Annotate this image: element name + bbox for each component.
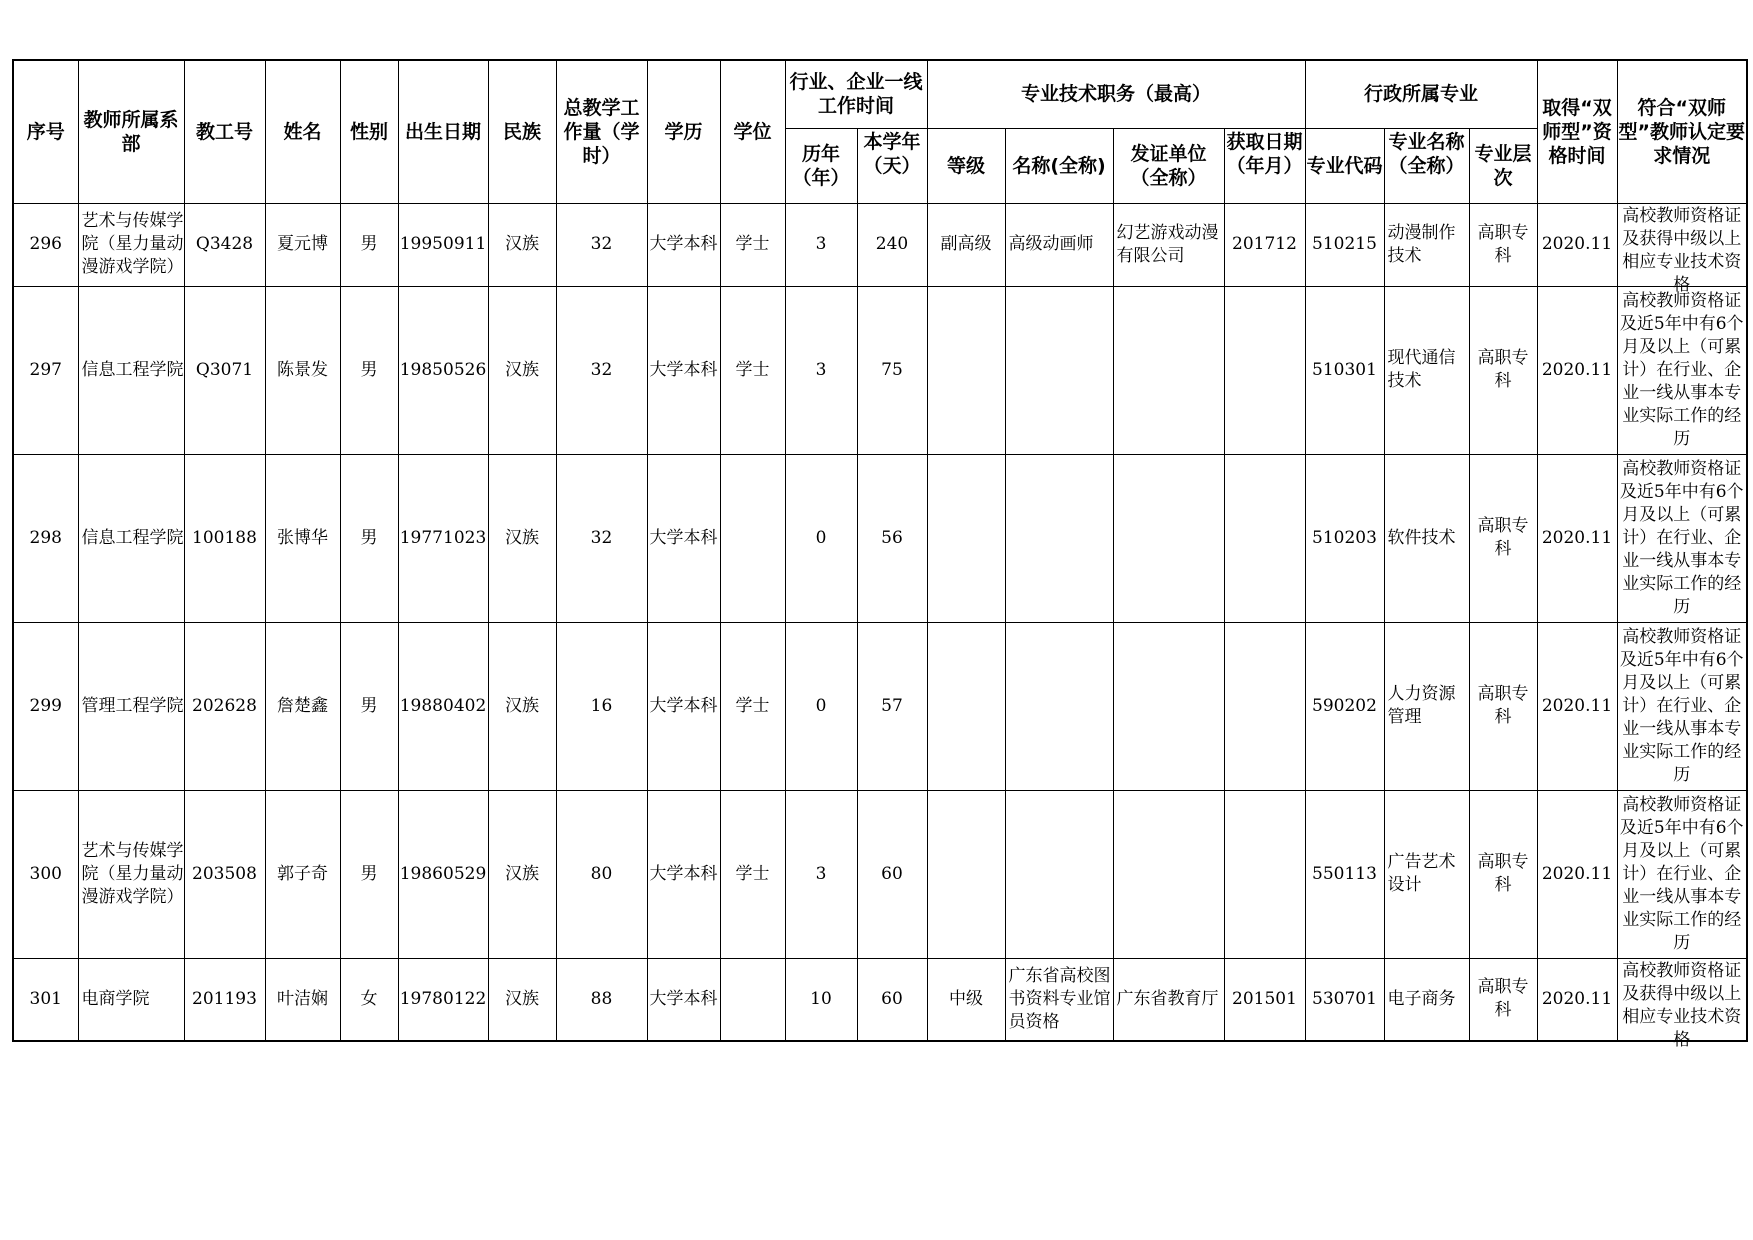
cell-major-code: 510215 [1305, 203, 1384, 286]
cell-major-level: 高职专科 [1469, 622, 1537, 790]
cell-name: 郭子奇 [265, 790, 340, 958]
cell-seq: 298 [13, 454, 78, 622]
cell-major-level: 高职专科 [1469, 454, 1537, 622]
cell-major-code: 550113 [1305, 790, 1384, 958]
cell-title-issuer: 幻艺游戏动漫有限公司 [1113, 203, 1224, 286]
table-row [13, 958, 1747, 1041]
cell-name: 夏元博 [265, 203, 340, 286]
cell-industry-years: 0 [785, 454, 857, 622]
cell-industry-days: 60 [857, 958, 927, 1041]
cell-degree [720, 958, 785, 1041]
cell-staff-id: Q3428 [184, 203, 265, 286]
cell-title-date: 201712 [1224, 203, 1305, 286]
cell-degree: 学士 [720, 203, 785, 286]
cell-dual-requirement: 高校教师资格证及获得中级以上相应专业技术资格 [1617, 203, 1747, 286]
cell-industry-days: 240 [857, 203, 927, 286]
cell-birth: 19850526 [398, 286, 488, 454]
table-row [13, 454, 1747, 622]
cell-major-code: 510203 [1305, 454, 1384, 622]
cell-staff-id: Q3071 [184, 286, 265, 454]
cell-title-date: 201501 [1224, 958, 1305, 1041]
cell-birth: 19780122 [398, 958, 488, 1041]
cell-industry-years: 0 [785, 622, 857, 790]
cell-major-level: 高职专科 [1469, 790, 1537, 958]
header-major-level: 专业层次 [1469, 128, 1537, 203]
cell-gender: 女 [340, 958, 398, 1041]
cell-industry-years: 3 [785, 286, 857, 454]
cell-major-level: 高职专科 [1469, 286, 1537, 454]
cell-gender: 男 [340, 790, 398, 958]
cell-dual-requirement: 高校教师资格证及近5年中有6个月及以上（可累计）在行业、企业一线从事本专业实际工作的经历 [1617, 454, 1747, 622]
table-row [13, 622, 1747, 790]
header-title-issuer: 发证单位（全称） [1113, 128, 1224, 203]
cell-title-issuer [1113, 454, 1224, 622]
header-title-name: 名称(全称) [1005, 128, 1113, 203]
header-dept: 教师所属系部 [78, 60, 184, 203]
cell-title-level: 中级 [927, 958, 1005, 1041]
cell-name: 陈景发 [265, 286, 340, 454]
table-body [13, 203, 1747, 1050]
cell-dept: 管理工程学院 [78, 622, 184, 790]
cell-title-level [927, 790, 1005, 958]
cell-title-name [1005, 790, 1113, 958]
cell-dept: 艺术与传媒学院（星力量动漫游戏学院） [78, 790, 184, 958]
cell-major-name: 软件技术 [1384, 454, 1469, 622]
cell-degree: 学士 [720, 790, 785, 958]
header-ethnicity: 民族 [488, 60, 556, 203]
header-workload: 总教学工作量（学时） [556, 60, 647, 203]
header-dual-date: 取得“双师型”资格时间 [1537, 60, 1617, 203]
cell-ethnicity: 汉族 [488, 622, 556, 790]
cell-ethnicity: 汉族 [488, 286, 556, 454]
cell-dual-requirement: 高校教师资格证及近5年中有6个月及以上（可累计）在行业、企业一线从事本专业实际工作的经历 [1617, 622, 1747, 790]
header-dual-requirement: 符合“双师型”教师认定要求情况 [1617, 60, 1747, 203]
cell-staff-id: 201193 [184, 958, 265, 1041]
cell-major-level: 高职专科 [1469, 203, 1537, 286]
cell-degree [720, 454, 785, 622]
cell-major-code: 590202 [1305, 622, 1384, 790]
cell-title-issuer [1113, 790, 1224, 958]
table-header [13, 60, 1747, 203]
cell-dual-requirement: 高校教师资格证及近5年中有6个月及以上（可累计）在行业、企业一线从事本专业实际工作的经历 [1617, 790, 1747, 958]
cell-title-level [927, 286, 1005, 454]
cell-dept: 信息工程学院 [78, 286, 184, 454]
cell-workload: 16 [556, 622, 647, 790]
cell-dual-date: 2020.11 [1537, 958, 1617, 1041]
cell-seq: 296 [13, 203, 78, 286]
cell-title-level [927, 454, 1005, 622]
header-education: 学历 [647, 60, 720, 203]
cell-title-name: 广东省高校图书资料专业馆员资格 [1005, 958, 1113, 1041]
cell-major-name: 现代通信技术 [1384, 286, 1469, 454]
header-seq: 序号 [13, 60, 78, 203]
cell-seq: 300 [13, 790, 78, 958]
cell-major-name: 动漫制作技术 [1384, 203, 1469, 286]
cell-title-name [1005, 622, 1113, 790]
cell-title-name [1005, 454, 1113, 622]
header-birth: 出生日期 [398, 60, 488, 203]
cell-industry-days: 56 [857, 454, 927, 622]
cell-gender: 男 [340, 454, 398, 622]
cell-dual-date: 2020.11 [1537, 286, 1617, 454]
cell-title-name: 高级动画师 [1005, 203, 1113, 286]
header-title-group: 专业技术职务（最高） [927, 60, 1305, 128]
cell-dept: 电商学院 [78, 958, 184, 1041]
cell-industry-years: 3 [785, 203, 857, 286]
cell-workload: 32 [556, 203, 647, 286]
cell-birth: 19950911 [398, 203, 488, 286]
header-industry-group: 行业、企业一线工作时间 [785, 60, 927, 128]
cell-title-date [1224, 790, 1305, 958]
cell-ethnicity: 汉族 [488, 958, 556, 1041]
cell-industry-days: 75 [857, 286, 927, 454]
cell-seq: 299 [13, 622, 78, 790]
header-industry-days: 本学年（天） [857, 128, 927, 203]
table-row [13, 790, 1747, 958]
header-degree: 学位 [720, 60, 785, 203]
cell-education: 大学本科 [647, 454, 720, 622]
header-industry-years: 历年（年） [785, 128, 857, 203]
cell-workload: 80 [556, 790, 647, 958]
cell-education: 大学本科 [647, 286, 720, 454]
cell-dual-date: 2020.11 [1537, 622, 1617, 790]
teacher-table [12, 59, 1748, 1050]
cell-title-issuer [1113, 286, 1224, 454]
header-title-date: 获取日期（年月） [1224, 128, 1305, 203]
cell-dual-requirement: 高校教师资格证及获得中级以上相应专业技术资格 [1617, 958, 1747, 1041]
cell-name: 叶洁娴 [265, 958, 340, 1041]
cell-staff-id: 203508 [184, 790, 265, 958]
cell-title-level [927, 622, 1005, 790]
cell-industry-days: 60 [857, 790, 927, 958]
cell-title-date [1224, 286, 1305, 454]
cell-industry-years: 10 [785, 958, 857, 1041]
header-major-code: 专业代码 [1305, 128, 1384, 203]
cell-major-code: 510301 [1305, 286, 1384, 454]
cell-education: 大学本科 [647, 790, 720, 958]
cell-workload: 32 [556, 286, 647, 454]
cell-gender: 男 [340, 203, 398, 286]
cell-title-date [1224, 622, 1305, 790]
cell-major-name: 电子商务 [1384, 958, 1469, 1041]
header-title-level: 等级 [927, 128, 1005, 203]
cell-birth: 19771023 [398, 454, 488, 622]
cell-seq: 297 [13, 286, 78, 454]
cell-degree: 学士 [720, 622, 785, 790]
cell-title-issuer [1113, 622, 1224, 790]
cell-dual-date: 2020.11 [1537, 790, 1617, 958]
cell-major-name: 广告艺术设计 [1384, 790, 1469, 958]
cell-industry-years: 3 [785, 790, 857, 958]
cell-name: 詹楚鑫 [265, 622, 340, 790]
header-name: 姓名 [265, 60, 340, 203]
cell-title-date [1224, 454, 1305, 622]
cell-title-name [1005, 286, 1113, 454]
cell-education: 大学本科 [647, 958, 720, 1041]
cell-major-name: 人力资源管理 [1384, 622, 1469, 790]
header-major-name: 专业名称（全称） [1384, 128, 1469, 203]
cell-workload: 32 [556, 454, 647, 622]
cell-dual-date: 2020.11 [1537, 203, 1617, 286]
cell-ethnicity: 汉族 [488, 790, 556, 958]
cell-dual-requirement: 高校教师资格证及近5年中有6个月及以上（可累计）在行业、企业一线从事本专业实际工作的经历 [1617, 286, 1747, 454]
table-row [13, 286, 1747, 454]
header-staff-id: 教工号 [184, 60, 265, 203]
cell-name: 张博华 [265, 454, 340, 622]
cell-education: 大学本科 [647, 203, 720, 286]
cell-birth: 19880402 [398, 622, 488, 790]
cell-staff-id: 202628 [184, 622, 265, 790]
table-row [13, 203, 1747, 286]
cell-education: 大学本科 [647, 622, 720, 790]
cell-major-code: 530701 [1305, 958, 1384, 1041]
cell-industry-days: 57 [857, 622, 927, 790]
cell-staff-id: 100188 [184, 454, 265, 622]
cell-workload: 88 [556, 958, 647, 1041]
cell-title-issuer: 广东省教育厅 [1113, 958, 1224, 1041]
cell-gender: 男 [340, 622, 398, 790]
cell-dual-date: 2020.11 [1537, 454, 1617, 622]
header-major-group: 行政所属专业 [1305, 60, 1537, 128]
cell-birth: 19860529 [398, 790, 488, 958]
cell-dept: 艺术与传媒学院（星力量动漫游戏学院） [78, 203, 184, 286]
cell-dept: 信息工程学院 [78, 454, 184, 622]
cell-degree: 学士 [720, 286, 785, 454]
cell-major-level: 高职专科 [1469, 958, 1537, 1041]
cell-seq: 301 [13, 958, 78, 1041]
cell-ethnicity: 汉族 [488, 203, 556, 286]
cell-gender: 男 [340, 286, 398, 454]
header-gender: 性别 [340, 60, 398, 203]
cell-title-level: 副高级 [927, 203, 1005, 286]
cell-ethnicity: 汉族 [488, 454, 556, 622]
